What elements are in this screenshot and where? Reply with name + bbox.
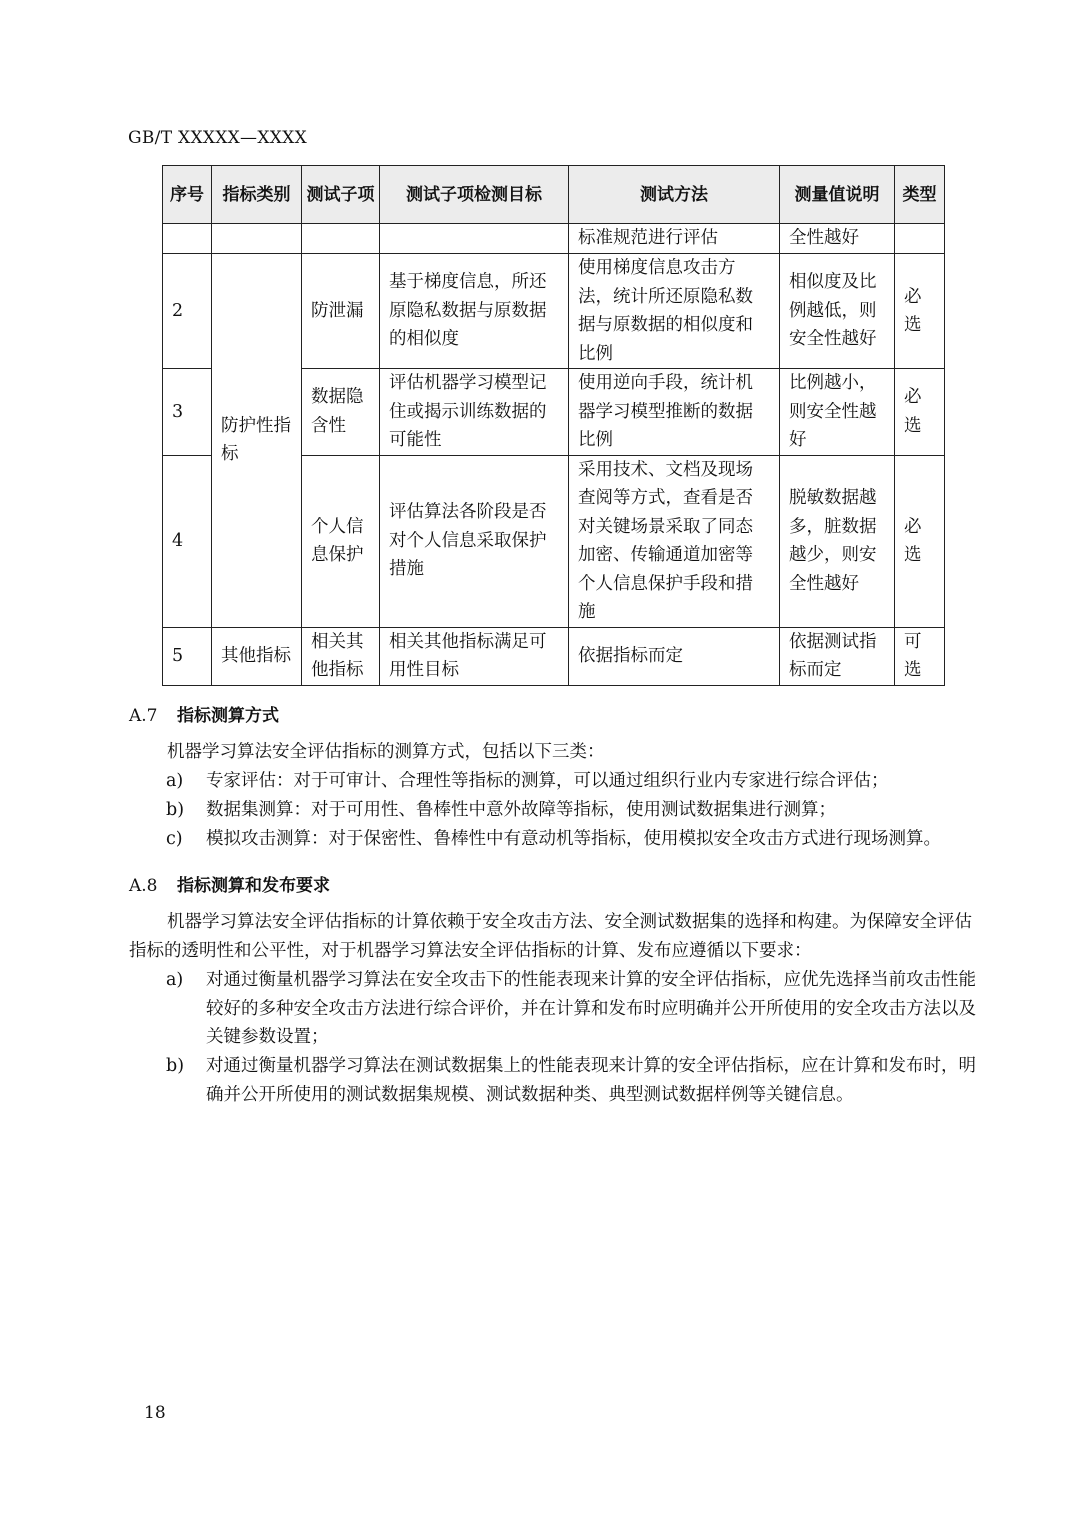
table-cell: 必选 [895,254,945,369]
section-title: 指标测算方式 [177,706,279,726]
indicator-table [162,165,945,686]
table-cell: 基于梯度信息，所还原隐私数据与原数据的相似度 [380,254,569,369]
table-row [163,627,945,685]
header-cell: 指标类别 [212,166,302,224]
header-cell: 测试方法 [569,166,780,224]
header-cell: 测试子项 [302,166,380,224]
list-item [166,1052,978,1109]
header-cell: 测量值说明 [780,166,895,224]
table-cell: 使用逆向手段，统计机器学习模型推断的数据比例 [569,369,780,456]
list-item-text: 数据集测算：对于可用性、鲁棒性中意外故障等指标，使用测试数据集进行测算； [206,800,836,820]
header-cell: 测试子项检测目标 [380,166,569,224]
merged-category-cell: 防护性指标 [212,254,302,628]
row-number: 5 [163,627,212,685]
section-title: 指标测算和发布要求 [177,876,330,896]
table-row [163,254,945,369]
table-cell: 脱敏数据越多，脏数据越少，则安全性越好 [780,455,895,627]
table-cell: 依据测试指标而定 [780,627,895,685]
list-marker: b) [166,800,185,820]
section-heading-a7 [129,701,279,726]
list-marker: a) [166,771,184,791]
table-cell: 评估机器学习模型记住或揭示训练数据的可能性 [380,369,569,456]
table-cell [163,224,212,254]
list-item-text: 专家评估：对于可审计、合理性等指标的测算，可以通过组织行业内专家进行综合评估； [206,771,889,791]
page-number: 18 [144,1403,166,1423]
table-cell: 个人信息保护 [302,455,380,627]
table-cell: 必选 [895,455,945,627]
table-cell: 可选 [895,627,945,685]
section-heading-a8 [129,871,330,896]
table-cell: 相似度及比例越低，则安全性越好 [780,254,895,369]
table-cell: 必选 [895,369,945,456]
list-item-text: 对通过衡量机器学习算法在安全攻击下的性能表现来计算的安全评估指标，应优先选择当前攻击性能较好的多种安全攻击方法进行综合评价，并在计算和发布时应明确并公开所使用的安全攻击方法以及关键参数设置； [206,970,976,1048]
table-cell: 评估算法各阶段是否对个人信息采取保护措施 [380,455,569,627]
table-cell [380,224,569,254]
row-number: 3 [163,369,212,456]
paragraph: 机器学习算法安全评估指标的测算方式，包括以下三类： [167,742,605,762]
table-cell: 采用技术、文档及现场查阅等方式，查看是否对关键场景采取了同态加密、传输通道加密等个人信息保护手段和措施 [569,455,780,627]
table-cell: 依据指标而定 [569,627,780,685]
table-cell: 使用梯度信息攻击方法，统计所还原隐私数据与原数据的相似度和比例 [569,254,780,369]
table-row-continued [163,224,945,254]
table-header-row [163,166,945,224]
row-number: 2 [163,254,212,369]
header-cell: 序号 [163,166,212,224]
standard-code: GB/T XXXXX—XXXX [128,128,307,148]
table-cell: 其他指标 [212,627,302,685]
table-cell: 相关其他指标 [302,627,380,685]
table-cell [302,224,380,254]
list-item-text: 对通过衡量机器学习算法在测试数据集上的性能表现来计算的安全评估指标，应在计算和发布时，明确并公开所使用的测试数据集规模、测试数据种类、典型测试数据样例等关键信息。 [206,1056,976,1105]
list-item [166,767,978,796]
table-cell [212,224,302,254]
section-number: A.8 [129,876,158,896]
table-cell [895,224,945,254]
list-item [166,796,978,825]
table-cell: 数据隐含性 [302,369,380,456]
table-cell: 标准规范进行评估 [569,224,780,254]
list-item-text: 模拟攻击测算：对于保密性、鲁棒性中有意动机等指标，使用模拟安全攻击方式进行现场测算。 [206,829,941,849]
paragraph: 机器学习算法安全评估指标的计算依赖于安全攻击方法、安全测试数据集的选择和构建。为保障安全评估指标的透明性和公平性，对于机器学习算法安全评估指标的计算、发布应遵循以下要求： [129,912,972,961]
table-cell: 比例越小，则安全性越好 [780,369,895,456]
header-cell: 类型 [895,166,945,224]
table-cell: 相关其他指标满足可用性目标 [380,627,569,685]
list-item [166,966,978,1052]
section-number: A.7 [129,706,158,726]
list-marker: a) [166,970,184,990]
list-marker: c) [166,829,183,849]
row-number: 4 [163,455,212,627]
table-cell: 防泄漏 [302,254,380,369]
table-cell: 全性越好 [780,224,895,254]
list-marker: b) [166,1056,185,1076]
list-item [166,825,978,854]
